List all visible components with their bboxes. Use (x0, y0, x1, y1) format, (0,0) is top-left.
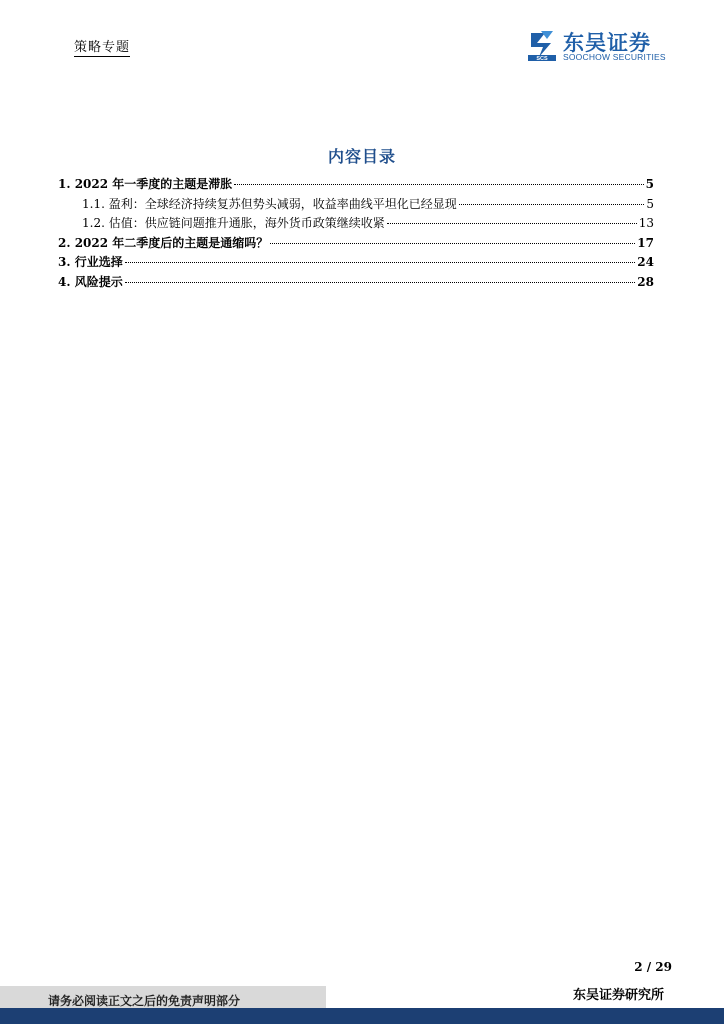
toc-entry-text: 1.2. 估值：供应链问题推升通胀，海外货币政策继续收紧 (82, 216, 385, 230)
logo-name-cn: 东吴证券 (563, 31, 651, 55)
toc-entry[interactable] (58, 234, 654, 254)
toc-entry-page: 13 (638, 216, 654, 230)
toc-leader-dots (234, 184, 643, 185)
toc-leader-dots (270, 243, 635, 244)
toc-title: 内容目录 (327, 147, 396, 166)
logo-mark-text: SCS (536, 56, 548, 61)
toc-entry-page: 5 (645, 177, 654, 191)
toc-entry-page: 5 (646, 196, 654, 211)
toc-entry[interactable] (58, 175, 654, 195)
toc-entry-text: 3. 行业选择 (58, 255, 123, 269)
company-logo (527, 27, 677, 63)
toc-leader-dots (125, 282, 636, 283)
disclaimer-notice: 请务必阅读正文之后的免责声明部分 (48, 994, 241, 1008)
toc-entry-text: 1.1. 盈利：全球经济持续复苏但势头减弱，收益率曲线平坦化已经显现 (82, 196, 457, 211)
toc-entry-page: 28 (637, 274, 654, 289)
logo-name-en: SOOCHOW SECURITIES (563, 52, 666, 62)
toc-leader-dots (459, 204, 645, 205)
institute-name: 东吴证券研究所 (572, 988, 664, 1003)
toc-leader-dots (387, 223, 637, 224)
toc-entry-text: 1. 2022 年一季度的主题是滞胀 (58, 177, 233, 191)
toc-leader-dots (125, 262, 636, 263)
toc-entry[interactable] (58, 214, 654, 234)
logo-mark-icon (527, 29, 557, 61)
toc-entry-text: 4. 风险提示 (58, 274, 123, 289)
footer-bar (0, 1008, 724, 1024)
table-of-contents (58, 175, 654, 292)
report-category: 策略专题 (74, 36, 130, 57)
toc-entry[interactable] (58, 195, 654, 215)
toc-entry[interactable] (58, 253, 654, 273)
page-number: 2 / 29 (634, 960, 672, 974)
toc-entry-page: 17 (637, 235, 654, 250)
toc-entry-page: 24 (637, 255, 654, 269)
toc-entry-text: 2. 2022 年二季度后的主题是通缩吗？ (58, 235, 269, 250)
toc-entry[interactable] (58, 273, 654, 293)
